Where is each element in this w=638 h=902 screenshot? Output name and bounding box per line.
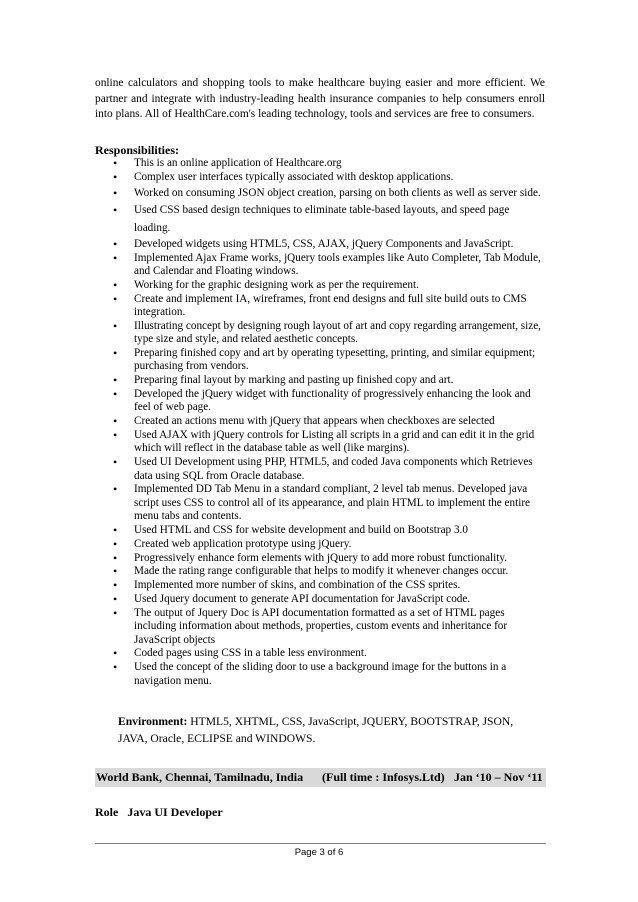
bullet-icon: • [113, 169, 118, 184]
list-item: • Used UI Development using PHP, HTML5, and coded Java components which Retrieves data using SQL from Oracle database. [113, 455, 533, 482]
responsibilities-list [113, 157, 545, 688]
list-item: • Used AJAX with jQuery controls for Listing all scripts in a grid and can edit it in the grid which will reflect in the database table as well (like margins). [113, 428, 535, 455]
bullet-icon: • [113, 550, 118, 565]
list-item: • Complex user interfaces typically associated with desktop applications. [113, 169, 454, 184]
list-item: • Working for the graphic designing work as per the requirement. [113, 277, 419, 292]
job-header-banner [95, 768, 546, 787]
bullet-icon: • [113, 318, 118, 333]
list-item: • Developed the jQuery widget with functionality of progressively enhancing the look and feel of web page. [113, 387, 531, 414]
list-item: • Preparing finished copy and art by operating typesetting, printing, and similar equipment; purchasing from vendors. [113, 346, 536, 373]
page-number: Page 3 of 6 [294, 847, 344, 858]
list-item: • Coded pages using CSS in a table less environment. [113, 646, 367, 661]
bullet-icon: • [113, 387, 118, 402]
bullet-icon: • [113, 156, 118, 170]
bullet-icon: • [113, 185, 118, 200]
bullet-icon: • [113, 482, 118, 497]
bullet-icon: • [113, 523, 118, 538]
bullet-icon: • [113, 291, 118, 306]
list-item: • Illustrating concept by designing rough layout of art and copy regarding arrangement, size, type size and style, and related aesthetic concepts. [113, 318, 541, 346]
bullet-icon: • [113, 578, 118, 593]
list-item: • Implemented Ajax Frame works, jQuery tools examples like Auto Completer, Tab Module, and Calendar and Floating windows. [113, 250, 541, 278]
environment-label: Environment: [118, 715, 188, 728]
list-item: • Implemented DD Tab Menu in a standard compliant, 2 level tab menus. Developed java script uses CSS to control all of its appearance, and plain HTML to implement the entire menu tabs and contents. [113, 482, 531, 523]
list-item: • Used the concept of the sliding door to use a background image for the buttons in a navigation menu. [113, 660, 507, 687]
bullet-icon: • [113, 414, 118, 429]
list-item: • Created web application prototype using jQuery. [113, 536, 352, 551]
employment-type: (Full time : Infosys.Ltd) [322, 770, 445, 784]
bullet-icon: • [113, 277, 118, 292]
list-item: • Developed widgets using HTML5, CSS, AJAX, jQuery Components and JavaScript. [113, 236, 514, 251]
bullet-icon: • [113, 660, 118, 675]
list-item: • Used CSS based design techniques to eliminate table-based layouts, and speed page loading. [113, 203, 510, 234]
bullet-icon: • [113, 592, 118, 607]
bullet-icon: • [113, 346, 118, 361]
job-dates: Jan ‘10 – Nov ‘11 [454, 770, 543, 784]
bullet-icon: • [113, 203, 118, 218]
list-item: • Created an actions menu with jQuery that appears when checkboxes are selected [113, 414, 495, 429]
list-item: • Preparing final layout by marking and pasting up finished copy and art. [113, 373, 454, 388]
bullet-icon: • [113, 236, 118, 251]
employer: World Bank, Chennai, Tamilnadu, India [96, 770, 304, 784]
bullet-icon: • [113, 564, 118, 579]
list-item: • Made the rating range configurable that helps to modify it whenever changes occur. [113, 564, 509, 579]
bullet-icon: • [113, 536, 118, 551]
bullet-icon: • [113, 455, 118, 470]
list-item: • Implemented more number of skins, and combination of the CSS sprites. [113, 578, 461, 593]
project-description: online calculators and shopping tools to make healthcare buying easier and more efficient. We partner and integrate with industry-leading health insurance companies to help consumers enroll into plans. All of HealthCare.com's leading technology, tools and services are free to consumers. [95, 77, 545, 121]
list-item: • The output of Jquery Doc is API documentation formatted as a set of HTML pages including information about methods, properties, custom events and inheritance for JavaScript objects [113, 605, 508, 646]
bullet-icon: • [113, 373, 118, 388]
list-item: • Used Jquery document to generate API documentation for JavaScript code. [113, 592, 471, 607]
bullet-icon: • [113, 428, 118, 443]
environment-text: HTML5, XHTML, CSS, JavaScript, JQUERY, BOOTSTRAP, JSON, JAVA, Oracle, ECLIPSE and WINDOWS. [118, 715, 514, 745]
job-role: Role Java UI Developer [95, 805, 223, 819]
bullet-icon: • [113, 605, 118, 620]
list-item: • Used HTML and CSS for website development and build on Bootstrap 3.0 [113, 523, 468, 538]
list-item: • This is an online application of Healthcare.org [113, 156, 342, 170]
bullet-icon: • [113, 646, 118, 661]
responsibilities-heading: Responsibilities: [95, 143, 180, 157]
list-item: • Worked on consuming JSON object creation, parsing on both clients as well as server side. [113, 185, 545, 203]
environment-section [118, 713, 538, 747]
list-item: • Create and implement IA, wireframes, front end designs and full site build outs to CMS integration. [113, 291, 527, 319]
list-item: • Progressively enhance form elements with jQuery to add more robust functionality. [113, 550, 508, 565]
footer-divider [95, 843, 546, 844]
bullet-icon: • [113, 250, 118, 265]
